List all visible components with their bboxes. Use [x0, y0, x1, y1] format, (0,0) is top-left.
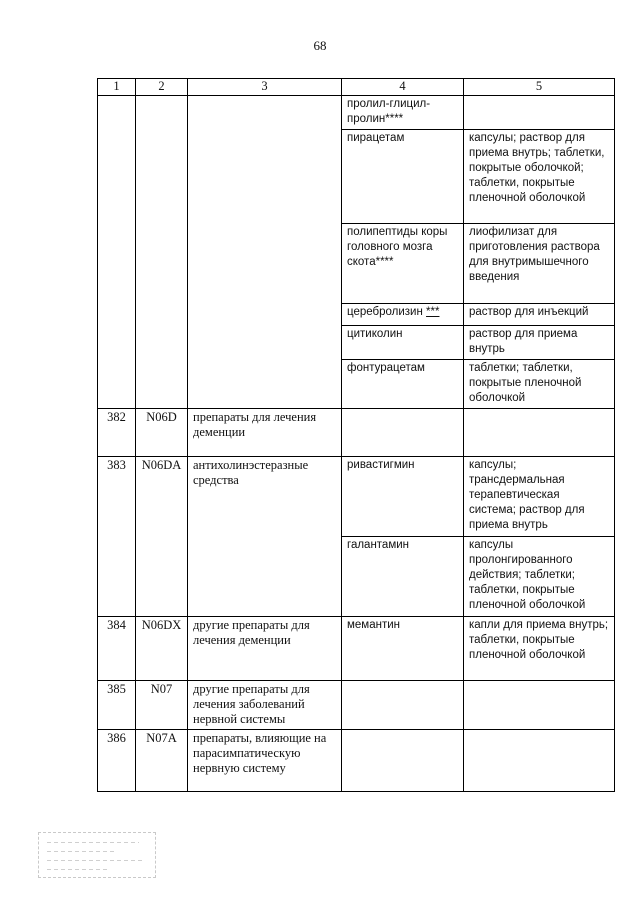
drug-name-text: церебролизин — [347, 306, 423, 318]
drug-name: цитиколин — [342, 326, 464, 360]
cell-group: другие препараты для лечения деменции — [188, 617, 342, 681]
drug-name — [342, 730, 464, 792]
drug-name — [342, 409, 464, 457]
dosage-form: раствор для приема внутрь — [464, 326, 615, 360]
table-row — [98, 730, 615, 792]
cell-code: N07 — [136, 681, 188, 730]
table-row — [98, 617, 615, 681]
page-number: 68 — [313, 38, 327, 53]
drug-name — [342, 681, 464, 730]
header-col-1: 1 — [98, 79, 136, 96]
cell-num: 383 — [98, 457, 136, 617]
dosage-form: лиофилизат для приготовления раствора для внутримышечного введения — [464, 224, 615, 304]
cell-num — [98, 96, 136, 409]
cell-code: N07A — [136, 730, 188, 792]
table-row — [98, 409, 615, 457]
header-col-3: 3 — [188, 79, 342, 96]
drug-name: мемантин — [342, 617, 464, 681]
cell-group: препараты для лечения деменции — [188, 409, 342, 457]
dosage-form: капсулы; трансдермальная терапевтическая система; раствор для приема внутрь — [464, 457, 615, 537]
table-header-row — [98, 79, 615, 96]
cell-group: антихолинэстеразные средства — [188, 457, 342, 617]
cell-code — [136, 96, 188, 409]
drug-name: ривастигмин — [342, 457, 464, 537]
cell-code: N06D — [136, 409, 188, 457]
dosage-form — [464, 681, 615, 730]
cell-code: N06DX — [136, 617, 188, 681]
dosage-form — [464, 730, 615, 792]
header-col-4: 4 — [342, 79, 464, 96]
dosage-form: капсулы; раствор для приема внутрь; таблетки, покрытые оболочкой; таблетки, покрытые пленочной оболочкой — [464, 130, 615, 224]
drug-name: галантамин — [342, 537, 464, 617]
table-row — [98, 681, 615, 730]
cell-num: 384 — [98, 617, 136, 681]
cell-num: 382 — [98, 409, 136, 457]
dosage-form — [464, 96, 615, 130]
dosage-form: таблетки; таблетки, покрытые пленочной оболочкой — [464, 360, 615, 409]
dosage-form: капсулы пролонгированного действия; таблетки; таблетки, покрытые пленочной оболочкой — [464, 537, 615, 617]
cell-num: 385 — [98, 681, 136, 730]
cell-num: 386 — [98, 730, 136, 792]
header-col-5: 5 — [464, 79, 615, 96]
table-row — [98, 96, 615, 130]
drug-name: пирацетам — [342, 130, 464, 224]
table-row — [98, 457, 615, 537]
drug-mark: *** — [426, 306, 440, 318]
drug-name: фонтурацетам — [342, 360, 464, 409]
header-col-2: 2 — [136, 79, 188, 96]
cell-code: N06DA — [136, 457, 188, 617]
drug-name: полипептиды коры головного мозга скота**** — [342, 224, 464, 304]
drug-name: пролил-глицил-пролин**** — [342, 96, 464, 130]
drug-table — [97, 78, 615, 792]
dosage-form — [464, 409, 615, 457]
faded-stamp — [38, 832, 156, 878]
dosage-form: капли для приема внутрь; таблетки, покрытые пленочной оболочкой — [464, 617, 615, 681]
cell-group: препараты, влияющие на парасимпатическую нервную систему — [188, 730, 342, 792]
drug-name — [342, 304, 464, 326]
dosage-form: раствор для инъекций — [464, 304, 615, 326]
cell-group — [188, 96, 342, 409]
cell-group: другие препараты для лечения заболеваний нервной системы — [188, 681, 342, 730]
